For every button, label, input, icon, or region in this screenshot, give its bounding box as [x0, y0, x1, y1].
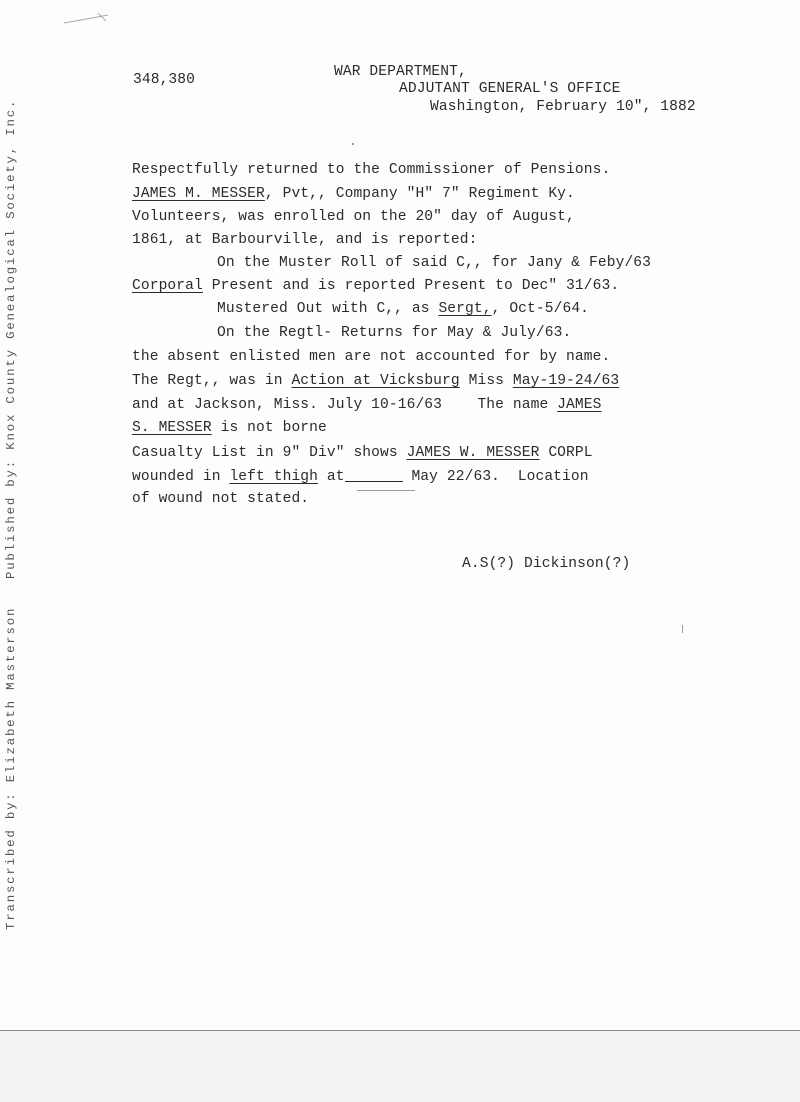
body-line-1: Respectfully returned to the Commissioner of Pensions. [132, 162, 611, 178]
body-line-2: JAMES M. MESSER, Pvt,, Company "H" 7" Regiment Ky. [132, 186, 575, 202]
body-line-9: the absent enlisted men are not accounted for by name. [132, 349, 611, 365]
name-james: JAMES [557, 397, 602, 413]
body-line-11: and at Jackson, Miss. July 10-16/63 The name JAMES [132, 397, 602, 413]
body-line-6: Corporal Present and is reported Present to Dec" 31/63. [132, 278, 620, 294]
body-line-14: wounded in left thigh at May 22/63. Location [132, 469, 589, 485]
scanner-bed-edge [0, 1030, 800, 1102]
action-dates: May-19-24/63 [512, 373, 620, 389]
double-underline-mark [357, 490, 415, 491]
rank-corporal: Corporal [132, 278, 203, 294]
body-line-7: Mustered Out with C,, as Sergt,, Oct-5/64. [217, 301, 590, 317]
office-heading: ADJUTANT GENERAL'S OFFICE [399, 81, 621, 97]
blank-line [345, 481, 403, 482]
body-line-5: On the Muster Roll of said C,, for Jany & Feby/63 [217, 255, 652, 271]
name-s-messer: S. MESSER [132, 420, 212, 436]
name-james-w-messer: JAMES W. MESSER [406, 445, 540, 461]
body-line-13: Casualty List in 9" Div" shows JAMES W. MESSER CORPL [132, 445, 593, 461]
body-line-10: The Regt,, was in Action at Vicksburg Miss May-19-24/63 [132, 373, 620, 389]
pencil-mark [62, 12, 110, 26]
department-heading: WAR DEPARTMENT, [334, 64, 467, 80]
place-and-date: Washington, February 10", 1882 [430, 99, 696, 115]
rank-sergeant: Sergt, [438, 301, 492, 317]
body-line-3: Volunteers, was enrolled on the 20" day of August, [132, 209, 575, 225]
body-line-15: of wound not stated. [132, 491, 310, 507]
body-line-4: 1861, at Barbourville, and is reported: [132, 232, 478, 248]
body-line-8: On the Regtl- Returns for May & July/63. [217, 325, 572, 341]
body-line-12: S. MESSER is not borne [132, 420, 327, 436]
scan-speck [682, 625, 683, 633]
wound-location: left thigh [229, 469, 319, 485]
scan-speck [352, 143, 354, 145]
signature: A.S(?) Dickinson(?) [462, 556, 631, 572]
action-vicksburg: Action at Vicksburg [291, 373, 460, 389]
file-number: 348,380 [133, 72, 196, 88]
margin-credit-note: Transcribed by: Elizabeth Masterson Published by: Knox County Genealogical Society, Inc. [4, 98, 18, 930]
soldier-name: JAMES M. MESSER [132, 186, 265, 202]
